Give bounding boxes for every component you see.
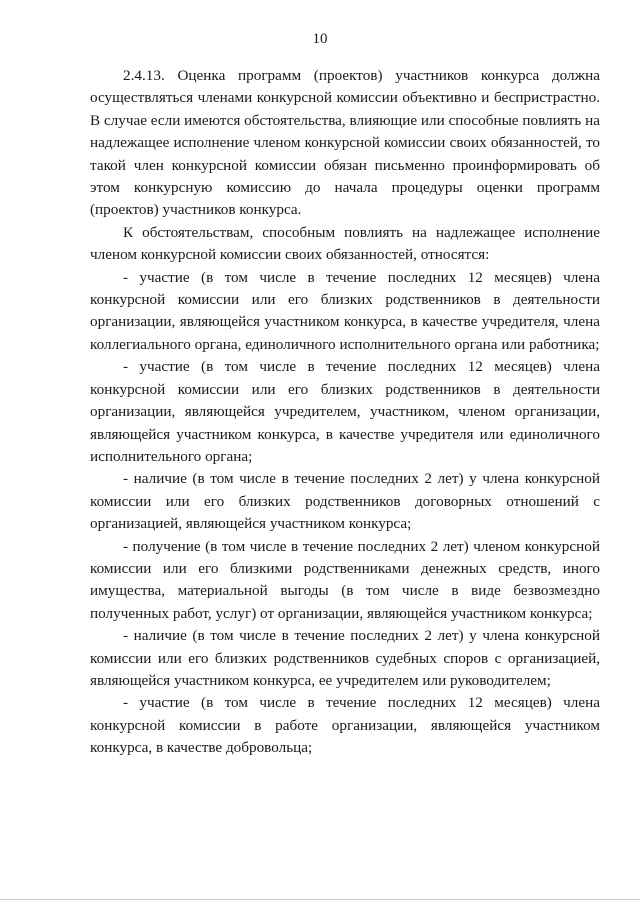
document-body: [90, 65, 600, 760]
list-item-court-disputes: - наличие (в том числе в течение последних 2 лет) у члена конкурсной комиссии или его близких родственников судебных споров с организацией, являющейся участником конкурса, ее учредителем или руководителем;: [90, 627, 600, 689]
paragraph-circumstances-intro: К обстоятельствам, способным повлиять на надлежащее исполнение членом конкурсной комиссии своих обязанностей, относятся:: [90, 223, 600, 264]
list-item-volunteer-work: - участие (в том числе в течение последних 12 месяцев) члена конкурсной комиссии в работе организации, являющейся участником конкурса, в качестве добровольца;: [90, 694, 600, 757]
list-item-contract-relations: - наличие (в том числе в течение последних 2 лет) у члена конкурсной комиссии или его близких родственников договорных отношений с организацией, являющейся участником конкурса;: [90, 470, 600, 533]
list-item-receipt-of-funds: - получение (в том числе в течение последних 2 лет) членом конкурсной комиссии или его близкими родственниками денежных средств, иного имущества, материальной выгоды (в том числе в виде безвозмездно полученных работ, услуг) от организации, являющейся участником конкурса;: [90, 537, 600, 622]
list-item-participation-12-months: - участие (в том числе в течение последних 12 месяцев) члена конкурсной комиссии или его близких родственников в деятельности организации, являющейся участником конкурса, в качестве учредителя, члена коллегиального органа, единоличного исполнительного органа или работника;: [90, 268, 600, 353]
paragraph-2-4-13: 2.4.13. Оценка программ (проектов) участников конкурса должна осуществляться членами конкурсной комиссии объективно и беспристрастно. В случае если имеются обстоятельства, влияющие или способные повлиять на надлежащее исполнение членом конкурсной комиссии своих обязанностей, то такой член конкурсной комиссии обязан письменно проинформировать об этом конкурсную комиссию до начала процедуры оценки программ (проектов) участников конкурса.: [90, 67, 600, 219]
page-number: 10: [312, 31, 328, 47]
bottom-edge-line: [0, 899, 640, 900]
list-item-participation-founder-org: - участие (в том числе в течение последних 12 месяцев) члена конкурсной комиссии или его близких родственников в деятельности организации, являющейся учредителем, участником, членом организации, являющейся участником конкурса, в качестве учредителя или единоличного исполнительного органа;: [90, 358, 600, 465]
